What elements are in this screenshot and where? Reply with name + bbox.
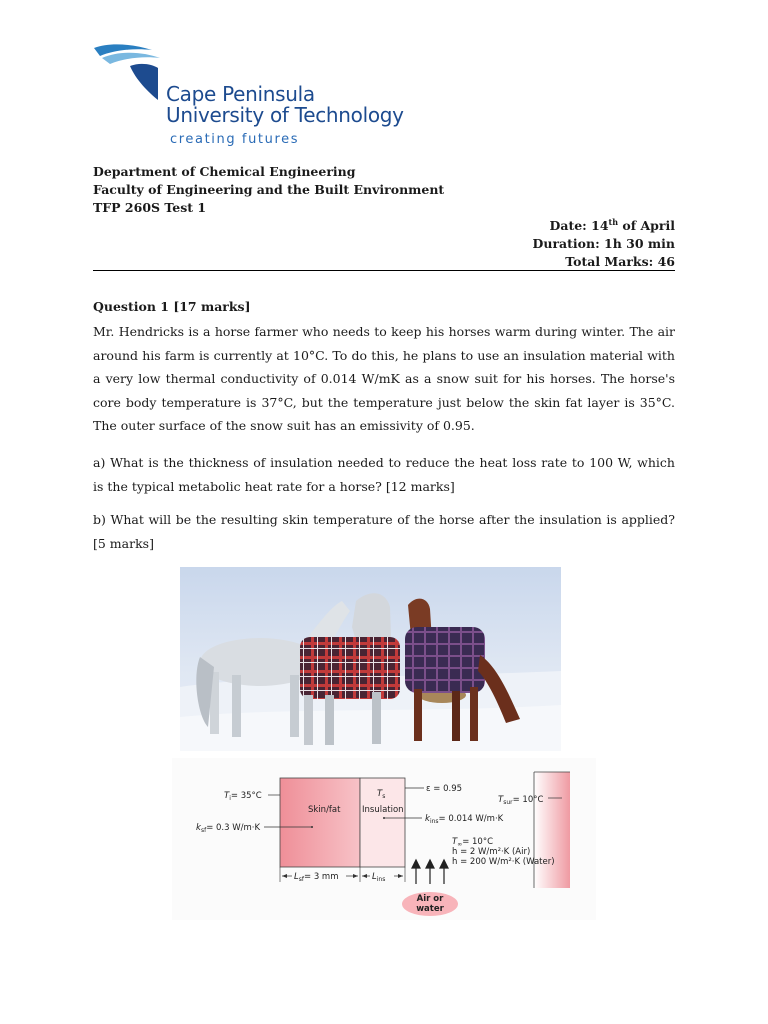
lins-label: $L_{ins}$ (372, 872, 386, 883)
logo-line-1: Cape Peninsula (166, 82, 315, 106)
insulation-label: Insulation (362, 805, 404, 815)
h-water-label: h = 200 W/m²·K (Water) (452, 857, 555, 867)
date-line: Date: 14th of April (549, 217, 675, 234)
question-part-b: b) What will be the resulting skin temperature of the horse after the insulation is applied? [5 marks] (93, 512, 675, 551)
horses-photo (180, 567, 561, 751)
ti-label: $T_i= 35^\circ C$ (224, 791, 262, 802)
tinf-label: $T_\infty= 10^\circ C$ (452, 837, 494, 848)
header-divider (93, 270, 675, 271)
duration-line: Duration: 1h 30 min (532, 236, 675, 251)
question-part-a: a) What is the thickness of insulation needed to reduce the heat loss rate to 100 W, which is the typical metabolic heat rate for a horse? [12 marks] (93, 455, 675, 494)
skin-label: Skin/fat (308, 805, 341, 815)
heat-transfer-diagram (172, 758, 596, 920)
fluid-line-2: water (416, 904, 444, 914)
faculty-line: Faculty of Engineering and the Built Environment (93, 182, 445, 197)
total-marks-line: Total Marks: 46 (565, 254, 675, 269)
ksf-label: $k_{sf}= 0.3$ W/m·K (196, 823, 261, 834)
surroundings-wall (534, 772, 570, 888)
test-line: TFP 260S Test 1 (93, 200, 207, 215)
h-air-label: h = 2 W/m²·K (Air) (452, 847, 531, 857)
flow-arrows-icon (412, 860, 448, 884)
lsf-label: $L_{sf}= 3$ mm (294, 872, 339, 883)
logo-tagline: creating futures (170, 132, 300, 147)
tsur-label: $T_{sur}= 10^\circ C$ (498, 795, 544, 806)
insulation-layer (360, 778, 405, 867)
emissivity-label: ε = 0.95 (426, 784, 463, 794)
logo-line-2: University of Technology (166, 103, 404, 127)
university-logo (92, 42, 404, 152)
wave-logo-icon (92, 42, 162, 104)
question-title: Question 1 [17 marks] (93, 299, 251, 314)
fluid-line-1: Air or (416, 894, 444, 904)
kins-label: $k_{ins}= 0.014$ W/m·K (425, 814, 504, 825)
question-intro: Mr. Hendricks is a horse farmer who needs to keep his horses warm during winter. The air around his farm is currently at 10°C. To do this, he plans to use an insulation material with a very low thermal conductivity of 0.014 W/mK as a snow suit for his horses. The horse's core body temperature is 37°C, but the temperature just below the skin fat layer is 35°C. The outer surface of the snow suit has an emissivity of 0.95. (93, 324, 675, 433)
ts-label: $T_s$ (377, 789, 386, 800)
skin-fat-layer (280, 778, 360, 867)
department-line: Department of Chemical Engineering (93, 164, 356, 179)
